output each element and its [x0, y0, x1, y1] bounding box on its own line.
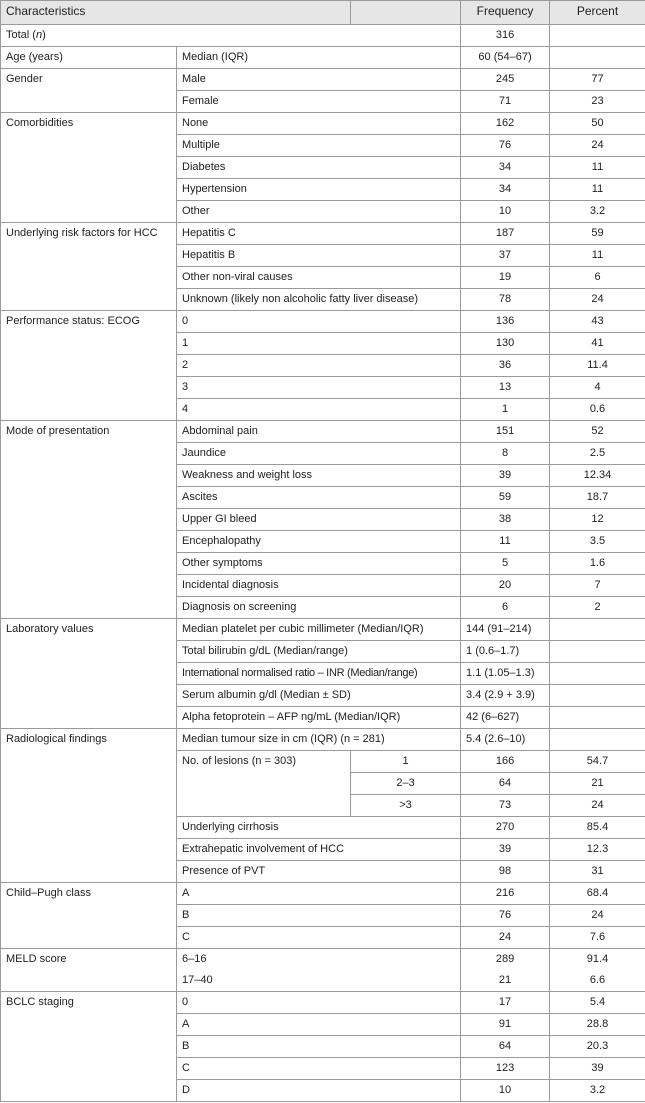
cell-frequency: 39 [461, 839, 550, 861]
cell-subcategory: Male [177, 69, 461, 91]
cell-subcategory: 17–40 [177, 970, 461, 992]
cell-percent: 77 [550, 69, 645, 91]
cell-frequency: 34 [461, 179, 550, 201]
cell-subcategory: Hypertension [177, 179, 461, 201]
cell-percent: 24 [550, 795, 645, 817]
table-row [1, 729, 645, 751]
cell-lesion-count: >3 [351, 795, 461, 817]
cell-subcategory: 0 [177, 992, 461, 1014]
cell-percent: 11 [550, 245, 645, 267]
cell-subcategory: Unknown (likely non alcoholic fatty liver disease) [177, 289, 461, 311]
cell-frequency: 19 [461, 267, 550, 289]
cell-percent: 3.2 [550, 1080, 645, 1102]
cell-subcategory: D [177, 1080, 461, 1102]
cell-frequency: 60 (54–67) [461, 47, 550, 69]
cell-percent: 50 [550, 113, 645, 135]
cell-percent: 31 [550, 861, 645, 883]
cell-percent: 6 [550, 267, 645, 289]
cell-percent: 6.6 [550, 970, 645, 992]
cell-subcategory: Alpha fetoprotein – AFP ng/mL (Median/IQR) [177, 707, 461, 729]
cell-percent [550, 25, 645, 47]
cell-percent [550, 707, 645, 729]
cell-percent [550, 729, 645, 751]
cell-frequency: 13 [461, 377, 550, 399]
cell-frequency: 216 [461, 883, 550, 905]
header-characteristics: Characteristics [1, 1, 351, 25]
cell-frequency: 187 [461, 223, 550, 245]
cell-subcategory: Jaundice [177, 443, 461, 465]
cell-subcategory: Diabetes [177, 157, 461, 179]
cell-frequency: 3.4 (2.9 + 3.9) [461, 685, 550, 707]
cell-frequency: 130 [461, 333, 550, 355]
table-row [1, 47, 645, 69]
cell-percent: 41 [550, 333, 645, 355]
cell-frequency: 270 [461, 817, 550, 839]
cell-subcategory: Other symptoms [177, 553, 461, 575]
cell-percent: 5.4 [550, 992, 645, 1014]
cell-percent: 12.34 [550, 465, 645, 487]
cell-frequency: 59 [461, 487, 550, 509]
cell-frequency: 1 [461, 399, 550, 421]
cell-percent [550, 641, 645, 663]
cell-subcategory: Median (IQR) [177, 47, 461, 69]
cell-frequency: 42 (6–627) [461, 707, 550, 729]
lesions-label: No. of lesions (n = 303) [177, 751, 351, 817]
table-row [1, 311, 645, 333]
cell-percent: 24 [550, 289, 645, 311]
cell-frequency: 151 [461, 421, 550, 443]
cell-frequency: 36 [461, 355, 550, 377]
cell-frequency: 21 [461, 970, 550, 992]
cell-percent: 4 [550, 377, 645, 399]
table-row [1, 992, 645, 1014]
cell-frequency: 123 [461, 1058, 550, 1080]
header-frequency: Frequency [461, 1, 550, 25]
row-label-total: Total (n) [1, 25, 461, 47]
cell-subcategory: A [177, 1014, 461, 1036]
table-row [1, 69, 645, 91]
cell-percent: 0.6 [550, 399, 645, 421]
cell-percent: 7 [550, 575, 645, 597]
cell-frequency: 5.4 (2.6–10) [461, 729, 550, 751]
row-label-comorbidities: Comorbidities [1, 113, 177, 223]
cell-percent: 20.3 [550, 1036, 645, 1058]
cell-subcategory: B [177, 1036, 461, 1058]
cell-percent: 91.4 [550, 949, 645, 971]
cell-percent: 39 [550, 1058, 645, 1080]
cell-percent: 18.7 [550, 487, 645, 509]
cell-frequency: 162 [461, 113, 550, 135]
cell-subcategory: Diagnosis on screening [177, 597, 461, 619]
row-label-ecog: Performance status: ECOG [1, 311, 177, 421]
cell-subcategory: 3 [177, 377, 461, 399]
cell-frequency: 136 [461, 311, 550, 333]
cell-frequency: 6 [461, 597, 550, 619]
cell-subcategory: Extrahepatic involvement of HCC [177, 839, 461, 861]
cell-frequency: 71 [461, 91, 550, 113]
cell-frequency: 39 [461, 465, 550, 487]
cell-percent [550, 663, 645, 685]
row-label-gender: Gender [1, 69, 177, 113]
cell-frequency: 289 [461, 949, 550, 971]
cell-percent: 68.4 [550, 883, 645, 905]
row-label-child-pugh: Child–Pugh class [1, 883, 177, 949]
row-label-laboratory: Laboratory values [1, 619, 177, 729]
cell-subcategory: Median tumour size in cm (IQR) (n = 281) [177, 729, 461, 751]
cell-subcategory: Hepatitis B [177, 245, 461, 267]
cell-percent: 11 [550, 157, 645, 179]
cell-frequency: 8 [461, 443, 550, 465]
row-label-presentation: Mode of presentation [1, 421, 177, 619]
row-label-bclc: BCLC staging [1, 992, 177, 1102]
cell-subcategory: Female [177, 91, 461, 113]
cell-subcategory: Multiple [177, 135, 461, 157]
cell-frequency: 10 [461, 201, 550, 223]
cell-subcategory: Hepatitis C [177, 223, 461, 245]
cell-frequency: 166 [461, 751, 550, 773]
cell-percent: 11 [550, 179, 645, 201]
cell-subcategory: Incidental diagnosis [177, 575, 461, 597]
cell-subcategory: None [177, 113, 461, 135]
cell-frequency: 37 [461, 245, 550, 267]
cell-percent: 54.7 [550, 751, 645, 773]
cell-lesion-count: 1 [351, 751, 461, 773]
cell-subcategory: Upper GI bleed [177, 509, 461, 531]
cell-percent [550, 685, 645, 707]
cell-frequency: 5 [461, 553, 550, 575]
cell-subcategory: B [177, 905, 461, 927]
cell-subcategory: Encephalopathy [177, 531, 461, 553]
cell-percent: 43 [550, 311, 645, 333]
cell-subcategory: Other [177, 201, 461, 223]
cell-subcategory: 4 [177, 399, 461, 421]
cell-frequency: 1 (0.6–1.7) [461, 641, 550, 663]
cell-percent: 23 [550, 91, 645, 113]
cell-subcategory: Total bilirubin g/dL (Median/range) [177, 641, 461, 663]
cell-frequency: 64 [461, 1036, 550, 1058]
cell-percent [550, 47, 645, 69]
cell-percent: 11.4 [550, 355, 645, 377]
cell-percent: 21 [550, 773, 645, 795]
cell-percent: 12 [550, 509, 645, 531]
cell-percent: 85.4 [550, 817, 645, 839]
table-row [1, 883, 645, 905]
cell-frequency: 1.1 (1.05–1.3) [461, 663, 550, 685]
cell-percent: 52 [550, 421, 645, 443]
table-row [1, 421, 645, 443]
cell-subcategory: Weakness and weight loss [177, 465, 461, 487]
cell-frequency: 78 [461, 289, 550, 311]
cell-subcategory: Underlying cirrhosis [177, 817, 461, 839]
row-label-risk-factors: Underlying risk factors for HCC [1, 223, 177, 311]
cell-frequency: 76 [461, 135, 550, 157]
cell-subcategory: Abdominal pain [177, 421, 461, 443]
cell-subcategory: Serum albumin g/dl (Median ± SD) [177, 685, 461, 707]
cell-frequency: 98 [461, 861, 550, 883]
cell-subcategory: International normalised ratio – INR (Median/range) [177, 663, 461, 685]
cell-frequency: 64 [461, 773, 550, 795]
cell-percent: 24 [550, 135, 645, 157]
cell-percent: 3.2 [550, 201, 645, 223]
cell-frequency: 245 [461, 69, 550, 91]
header-percent: Percent [550, 1, 645, 25]
cell-frequency: 38 [461, 509, 550, 531]
cell-percent: 3.5 [550, 531, 645, 553]
cell-frequency: 34 [461, 157, 550, 179]
cell-frequency: 144 (91–214) [461, 619, 550, 641]
cell-subcategory: Other non-viral causes [177, 267, 461, 289]
cell-subcategory: 2 [177, 355, 461, 377]
cell-frequency: 20 [461, 575, 550, 597]
header-row [1, 1, 645, 25]
cell-lesion-count: 2–3 [351, 773, 461, 795]
cell-subcategory: A [177, 883, 461, 905]
cell-percent: 59 [550, 223, 645, 245]
cell-frequency: 17 [461, 992, 550, 1014]
cell-frequency: 316 [461, 25, 550, 47]
cell-frequency: 11 [461, 531, 550, 553]
cell-subcategory: Ascites [177, 487, 461, 509]
table-row [1, 113, 645, 135]
table-row [1, 949, 645, 971]
cell-subcategory: Presence of PVT [177, 861, 461, 883]
cell-percent: 2.5 [550, 443, 645, 465]
cell-frequency: 91 [461, 1014, 550, 1036]
cell-frequency: 76 [461, 905, 550, 927]
table-row [1, 619, 645, 641]
row-label-meld: MELD score [1, 949, 177, 992]
cell-percent [550, 619, 645, 641]
row-label-radiological: Radiological findings [1, 729, 177, 883]
cell-frequency: 10 [461, 1080, 550, 1102]
cell-subcategory: Median platelet per cubic millimeter (Median/IQR) [177, 619, 461, 641]
table-row [1, 223, 645, 245]
cell-percent: 12.3 [550, 839, 645, 861]
cell-frequency: 73 [461, 795, 550, 817]
cell-percent: 7.6 [550, 927, 645, 949]
cell-percent: 24 [550, 905, 645, 927]
cell-percent: 1.6 [550, 553, 645, 575]
cell-subcategory: C [177, 927, 461, 949]
cell-percent: 28.8 [550, 1014, 645, 1036]
cell-percent: 2 [550, 597, 645, 619]
table-row [1, 25, 645, 47]
cell-frequency: 24 [461, 927, 550, 949]
cell-subcategory: 0 [177, 311, 461, 333]
cell-subcategory: 1 [177, 333, 461, 355]
cell-subcategory: 6–16 [177, 949, 461, 971]
row-label-age: Age (years) [1, 47, 177, 69]
cell-subcategory: C [177, 1058, 461, 1080]
